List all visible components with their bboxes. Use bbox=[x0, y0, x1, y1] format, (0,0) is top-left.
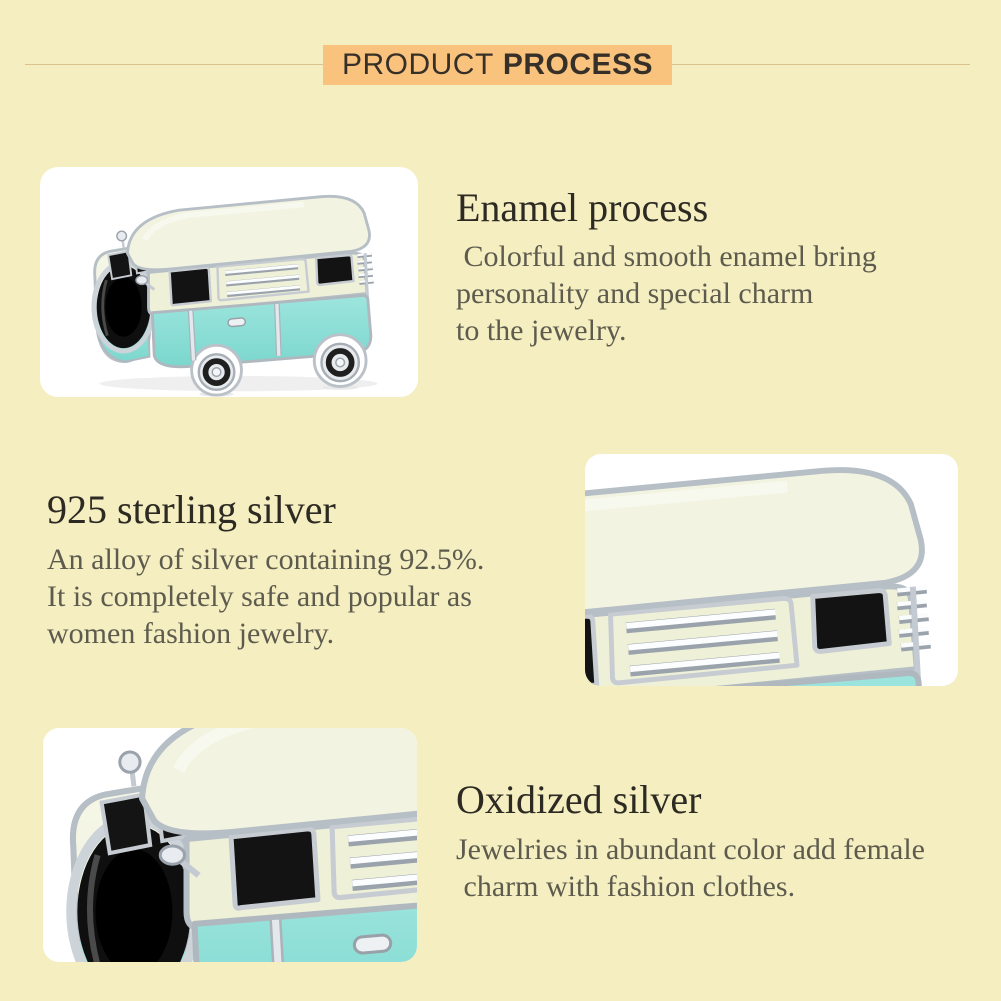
body-text-line: Jewelries in abundant color add female bbox=[456, 833, 925, 866]
photo-card-bus-rear-detail bbox=[585, 454, 958, 686]
photo-card-bus-front-detail bbox=[43, 728, 417, 962]
banner-title-bold: PROCESS bbox=[502, 48, 654, 81]
bus-charm-rear-detail-illustration bbox=[585, 454, 958, 686]
body-text-line: women fashion jewelry. bbox=[47, 617, 335, 650]
banner-title-regular: PRODUCT bbox=[341, 48, 494, 81]
photo-card-bus-full bbox=[40, 167, 418, 397]
section-banner bbox=[323, 45, 672, 85]
heading-oxidized-silver: Oxidized silver bbox=[456, 777, 702, 822]
body-925-sterling-silver bbox=[47, 541, 484, 652]
body-text-line: to the jewelry. bbox=[456, 314, 627, 347]
bus-charm-full-illustration bbox=[40, 167, 418, 397]
bus-charm-front-detail-illustration bbox=[43, 728, 417, 962]
body-text-line: personality and special charm bbox=[456, 277, 814, 310]
body-text-line: It is completely safe and popular as bbox=[47, 580, 472, 613]
heading-925-sterling-silver: 925 sterling silver bbox=[47, 487, 336, 532]
body-text-line: An alloy of silver containing 92.5%. bbox=[47, 543, 485, 576]
body-text-line: charm with fashion clothes. bbox=[456, 870, 796, 903]
body-text-line: Colorful and smooth enamel bring bbox=[456, 240, 877, 273]
body-enamel-process bbox=[456, 238, 877, 349]
body-oxidized-silver bbox=[456, 831, 925, 905]
heading-enamel-process: Enamel process bbox=[456, 185, 709, 230]
